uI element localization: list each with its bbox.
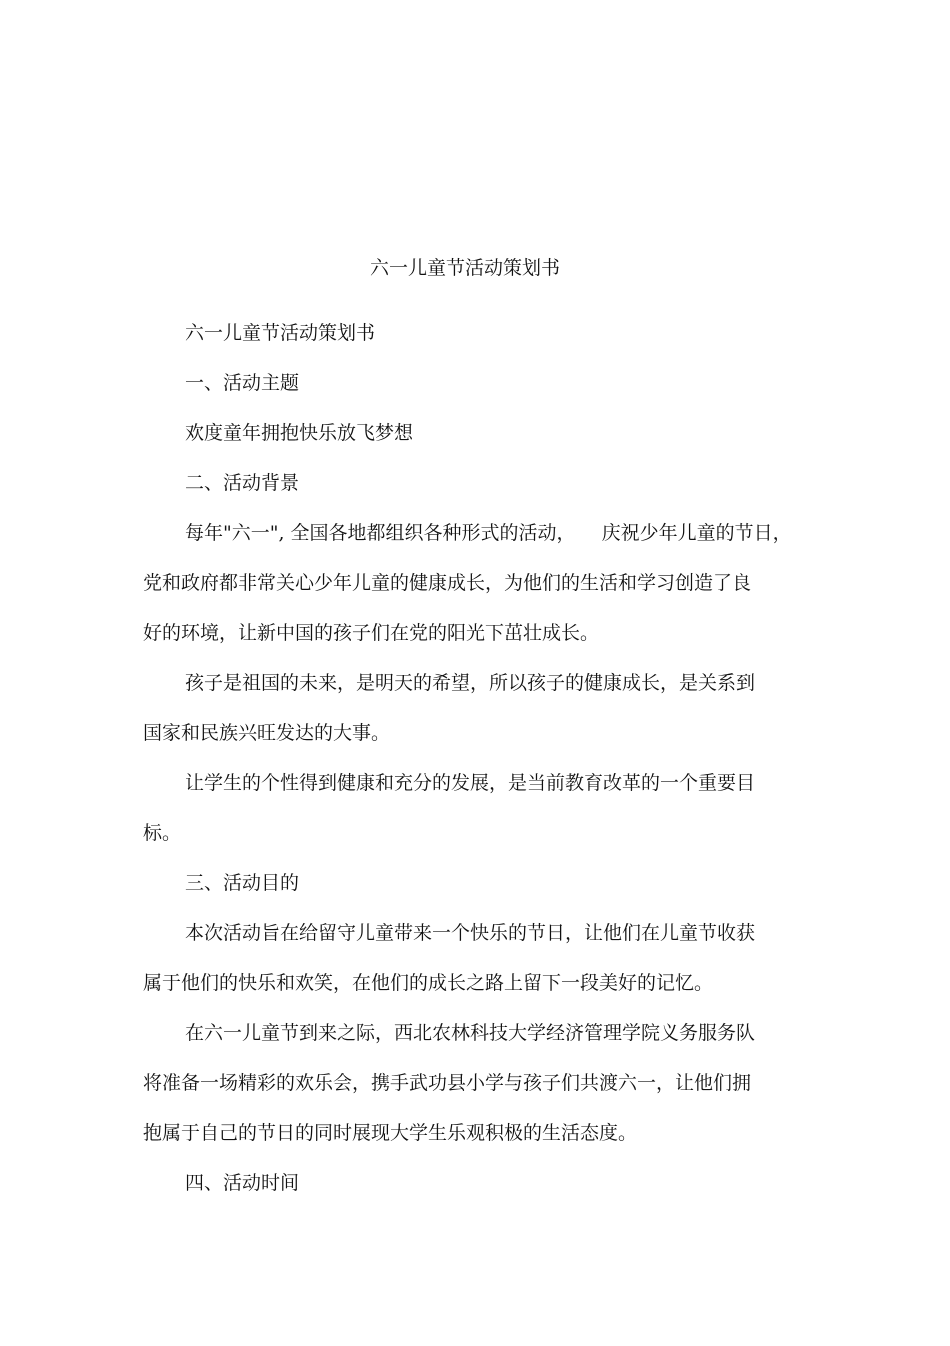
background-paragraph-line: 好的环境，让新中国的孩子们在党的阳光下茁壮成长。 (143, 622, 600, 644)
document-title: 六一儿童节活动策划书 (369, 257, 560, 279)
purpose-paragraph-line: 属于他们的快乐和欢笑，在他们的成长之路上留下一段美好的记忆。 (143, 972, 714, 994)
background-paragraph-line (185, 520, 792, 546)
purpose-paragraph-line: 本次活动旨在给留守儿童带来一个快乐的节日，让他们在儿童节收获 (185, 922, 756, 944)
section-heading-purpose: 三、活动目的 (185, 872, 300, 894)
background-paragraph-line: 孩子是祖国的未来，是明天的希望，所以孩子的健康成长，是关系到 (185, 672, 756, 694)
subtitle-line: 六一儿童节活动策划书 (185, 322, 376, 344)
section-heading-theme: 一、活动主题 (185, 372, 300, 394)
background-paragraph-line: 让学生的个性得到健康和充分的发展，是当前教育改革的一个重要目 (185, 772, 756, 794)
purpose-paragraph-line: 在六一儿童节到来之际，西北农林科技大学经济管理学院义务服务队 (185, 1022, 756, 1044)
background-text-part-b: 庆祝少年儿童的节日， (601, 522, 792, 544)
purpose-paragraph-line: 抱属于自己的节日的同时展现大学生乐观积极的生活态度。 (143, 1122, 638, 1144)
background-text-part-a: 每年"六一", 全国各地都组织各种形式的活动， (185, 522, 576, 544)
purpose-paragraph-line: 将准备一场精彩的欢乐会，携手武功县小学与孩子们共渡六一，让他们拥 (143, 1072, 752, 1094)
theme-text: 欢度童年拥抱快乐放飞梦想 (185, 422, 414, 444)
background-paragraph-line: 国家和民族兴旺发达的大事。 (143, 722, 391, 744)
background-paragraph-line: 标。 (143, 822, 182, 844)
section-heading-time: 四、活动时间 (185, 1172, 300, 1194)
section-heading-background: 二、活动背景 (185, 472, 300, 494)
background-paragraph-line: 党和政府都非常关心少年儿童的健康成长，为他们的生活和学习创造了良 (143, 572, 752, 594)
